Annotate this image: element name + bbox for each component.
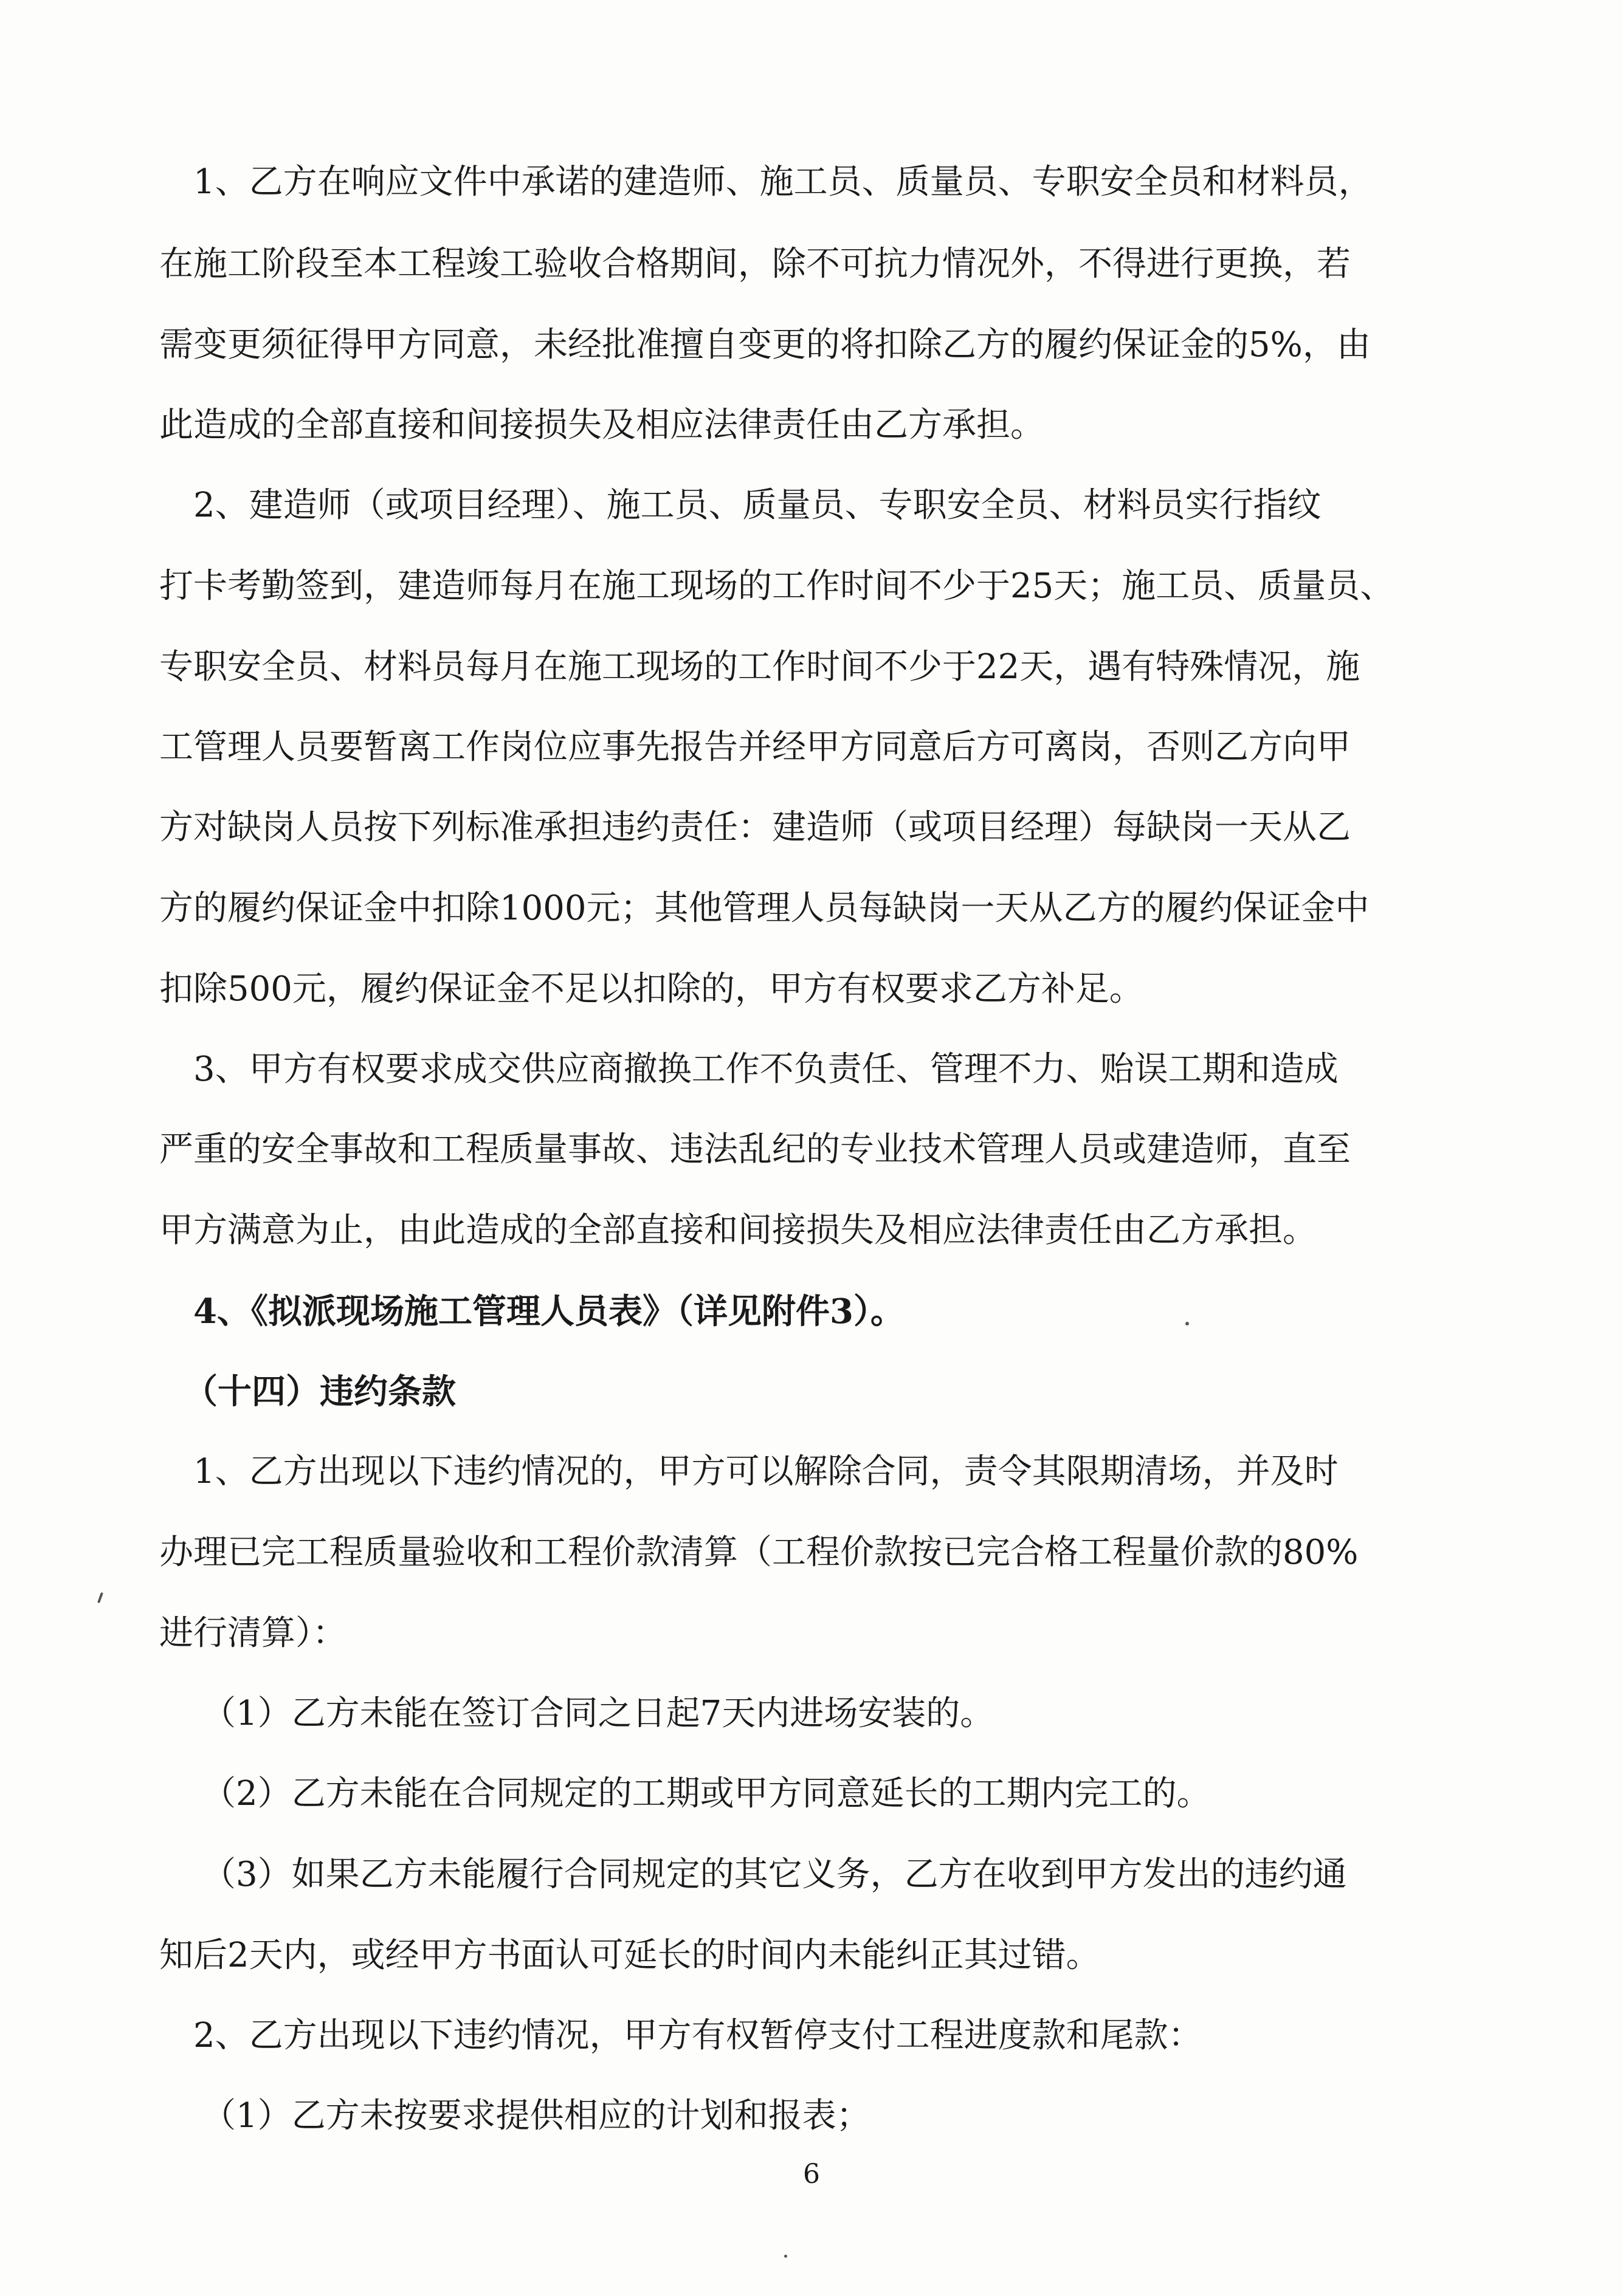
- scan-speck: [97, 1592, 103, 1603]
- text-line: 进行清算）：: [159, 1614, 346, 1653]
- text-line: 需变更须征得甲方同意，未经批准擅自变更的将扣除乙方的履约保证金的5%，由: [159, 325, 1371, 365]
- text-line: （3）如果乙方未能履行合同规定的其它义务，乙方在收到甲方发出的违约通: [202, 1855, 1347, 1894]
- scan-speck: [1185, 1322, 1189, 1325]
- text-line: 扣除500元，履约保证金不足以扣除的，甲方有权要求乙方补足。: [159, 969, 1143, 1009]
- text-line: 在施工阶段至本工程竣工验收合格期间，除不可抗力情况外，不得进行更换，若: [159, 244, 1351, 284]
- text-line: 3、甲方有权要求成交供应商撤换工作不负责任、管理不力、贻误工期和造成: [159, 1050, 1339, 1089]
- text-line: 方的履约保证金中扣除1000元；其他管理人员每缺岗一天从乙方的履约保证金中: [159, 888, 1370, 928]
- page-number: 6: [803, 2159, 820, 2190]
- text-line: 打卡考勤签到，建造师每月在施工现场的工作时间不少于25天；施工员、质量员、: [159, 566, 1394, 606]
- text-line: （1）乙方未能在签订合同之日起7天内进场安装的。: [202, 1694, 994, 1733]
- scan-speck: [784, 2255, 787, 2258]
- text-line: （1）乙方未按要求提供相应的计划和报表；: [202, 2096, 870, 2136]
- text-line: 工管理人员要暂离工作岗位应事先报告并经甲方同意后方可离岗，否则乙方向甲: [159, 727, 1351, 767]
- text-line: 知后2天内，或经甲方书面认可延长的时间内未能纠正其过错。: [159, 1936, 1100, 1975]
- text-line: 专职安全员、材料员每月在施工现场的工作时间不少于22天，遇有特殊情况，施: [159, 647, 1360, 687]
- section-heading: （十四）违约条款: [184, 1372, 456, 1412]
- text-line: 4、《拟派现场施工管理人员表》（详见附件3）。: [159, 1291, 905, 1332]
- text-line: 2、乙方出现以下违约情况，甲方有权暂停支付工程进度款和尾款：: [159, 2016, 1202, 2055]
- text-line: 1、乙方出现以下违约情况的，甲方可以解除合同，责令其限期清场，并及时: [159, 1452, 1339, 1491]
- text-line: 严重的安全事故和工程质量事故、违法乱纪的专业技术管理人员或建造师，直至: [159, 1130, 1351, 1169]
- text-line: （2）乙方未能在合同规定的工期或甲方同意延长的工期内完工的。: [202, 1774, 1211, 1813]
- text-line: 1、乙方在响应文件中承诺的建造师、施工员、质量员、专职安全员和材料员，: [159, 162, 1373, 202]
- text-line: 此造成的全部直接和间接损失及相应法律责任由乙方承担。: [159, 405, 1044, 445]
- text-line: 2、建造师（或项目经理）、施工员、质量员、专职安全员、材料员实行指纹: [159, 486, 1321, 525]
- text-line: 办理已完工程质量验收和工程价款清算（工程价款按已完合格工程量价款的80%: [159, 1533, 1359, 1572]
- text-line: 甲方满意为止，由此造成的全部直接和间接损失及相应法律责任由乙方承担。: [159, 1211, 1317, 1250]
- text-line: 方对缺岗人员按下列标准承担违约责任：建造师（或项目经理）每缺岗一天从乙: [159, 808, 1351, 847]
